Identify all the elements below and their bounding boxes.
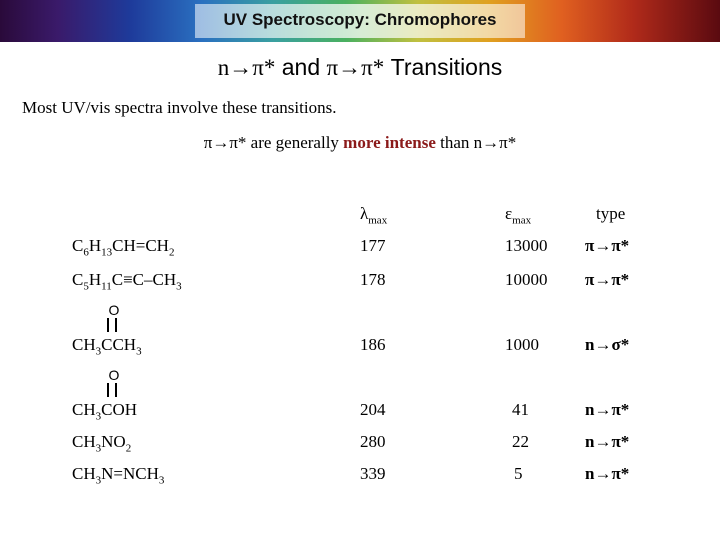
formula-part: CH	[72, 464, 96, 483]
header-type: type	[596, 204, 626, 223]
epsilon-max-value: 41	[512, 400, 529, 419]
formula-sub: 2	[168, 246, 175, 259]
header-epsilon-max	[505, 204, 531, 226]
transition-type: n→π*	[585, 432, 630, 451]
compound-hexene	[72, 236, 174, 258]
note-emphasis: more intense	[343, 133, 436, 152]
intro-text: Most UV/vis spectra involve these transitions.	[22, 98, 337, 117]
epsilon-max-value: 13000	[505, 236, 548, 255]
transition-type: π→π*	[585, 236, 630, 255]
formula-part: C	[72, 236, 84, 255]
epsilon-max-value: 1000	[505, 335, 539, 354]
lambda-max-value: 204	[360, 400, 386, 419]
compound-acetone	[72, 335, 142, 357]
title-pi-pi-star: π→π*	[326, 55, 385, 80]
title-n-pi-star: n→π*	[217, 55, 276, 80]
title-transitions: Transitions	[384, 54, 503, 80]
formula-part: C≡C–CH	[111, 270, 177, 289]
formula-part: C	[72, 270, 84, 289]
formula-part: CCH	[101, 335, 137, 354]
header-lambda-max	[360, 204, 387, 226]
lambda-max-value: 186	[360, 335, 386, 354]
formula-part: CH	[72, 432, 96, 451]
epsilon-symbol: ε	[505, 204, 513, 223]
formula-sub: 3	[136, 345, 142, 358]
lambda-max-value: 339	[360, 464, 386, 483]
formula-part: NO	[101, 432, 126, 451]
formula-part: H	[88, 236, 102, 255]
compound-nitromethane	[72, 432, 131, 454]
formula-sub: 3	[95, 345, 102, 358]
title-and: and	[275, 54, 327, 80]
epsilon-max-value: 22	[512, 432, 529, 451]
transition-type: π→π*	[585, 270, 630, 289]
formula-sub: 13	[101, 246, 113, 259]
lambda-sub: max	[368, 214, 388, 227]
epsilon-sub: max	[512, 214, 532, 227]
transition-type: n→σ*	[585, 335, 630, 354]
carbonyl-double-bond	[105, 318, 119, 332]
lambda-max-value: 178	[360, 270, 386, 289]
formula-sub: 11	[101, 280, 112, 293]
header-bar	[0, 0, 720, 42]
formula-part: CH=CH	[112, 236, 169, 255]
transition-type: n→π*	[585, 464, 630, 483]
epsilon-max-value: 5	[514, 464, 523, 483]
carbonyl-double-bond	[105, 383, 119, 397]
formula-sub: 3	[95, 474, 102, 487]
note-prefix: π→π* are generally	[203, 133, 344, 152]
formula-sub: 6	[83, 246, 89, 259]
formula-part: H	[88, 270, 102, 289]
carbonyl-oxygen-label: O	[108, 302, 120, 318]
formula-part: N=NCH	[101, 464, 159, 483]
epsilon-max-value: 10000	[505, 270, 548, 289]
compound-alkyne	[72, 270, 182, 292]
formula-sub: 2	[125, 442, 132, 455]
formula-sub: 3	[95, 410, 102, 423]
formula-part: CH	[72, 400, 96, 419]
formula-sub: 3	[176, 280, 182, 293]
formula-part: CH	[72, 335, 96, 354]
slide-title	[0, 54, 720, 81]
lambda-max-value: 280	[360, 432, 386, 451]
intensity-note	[0, 133, 720, 153]
lambda-symbol: λ	[360, 204, 369, 223]
formula-sub: 5	[83, 280, 89, 293]
formula-sub: 3	[95, 442, 102, 455]
lambda-max-value: 177	[360, 236, 386, 255]
formula-part: COH	[101, 400, 138, 419]
compound-azomethane	[72, 464, 164, 486]
compound-acetic-acid	[72, 400, 137, 422]
note-suffix: than n→π*	[435, 133, 517, 152]
header-title: UV Spectroscopy: Chromophores	[223, 10, 497, 29]
transition-type: n→π*	[585, 400, 630, 419]
carbonyl-oxygen-label: O	[108, 367, 120, 383]
formula-sub: 3	[158, 474, 165, 487]
